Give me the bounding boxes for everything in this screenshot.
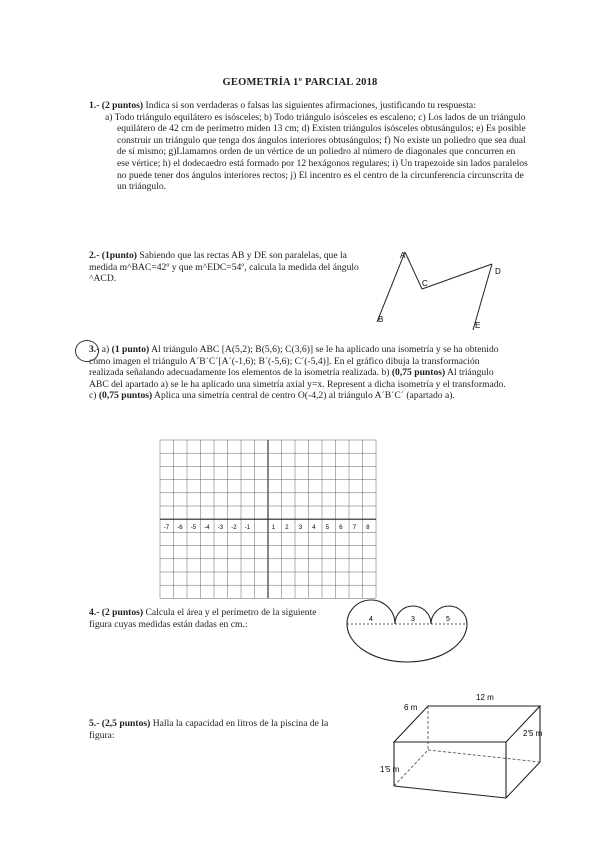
axis-tick-label: -3	[217, 525, 224, 532]
axis-tick-label: 8	[366, 525, 370, 532]
question-4-statement: Calcula el área y el perímetro de la siguiente figura cuyas medidas están dadas en cm.:	[89, 607, 317, 630]
x-axis-labels	[164, 525, 371, 531]
question-3-part-c-points: (0,75 puntos)	[98, 390, 153, 402]
label-a: A	[400, 251, 406, 260]
question-1-statement: Indica si son verdaderas o falsas las siguientes afirmaciones, justificando tu respuesta:	[143, 100, 476, 111]
axis-tick-label: -5	[190, 525, 197, 532]
question-3-part-b-points: (0,75 puntos)	[391, 367, 446, 379]
question-2	[89, 250, 374, 285]
dim-4: 4	[369, 616, 373, 623]
axis-tick-label: 5	[325, 525, 330, 532]
label-c: C	[422, 279, 428, 288]
exam-title: GEOMETRÍA 1º PARCIAL 2018	[222, 77, 378, 88]
segment-ac	[405, 252, 422, 289]
dim-deep: 2'5 m	[523, 729, 543, 738]
question-1-items: a) Todo triángulo equilátero es isósceles; b) Todo triángulo isósceles es escaleno; c) Los lados de un triángulo equilátero de 42 cm de perímetro miden 13 cm; d) Existen triángulos isósceles obtusángulos; e) Es posible construir un triángulo que tenga dos ángulos interiores obtusángulos; f) No existe un poliedro que sea dual de sí mismo; g)Llamamos orden de un vértice de un poliedro al número de diagonales que concurren en ese vértice; h) el dodecaedro está formado por 12 hexágonos regulares; i) Un trapezoide sin lados paralelos no puede tener dos ángulos interiores rectos; j) El incentro es el centro de la circunferencia circunscrita de un triángulo.	[105, 111, 528, 193]
question-1-header	[89, 100, 529, 112]
question-2-statement: Sabiendo que las rectas AB y DE son paralelas, que la medida m^BAC=42º y que m^EDC=54º, calcula la medida del ángulo ^ACD.	[89, 250, 359, 285]
parallel-lines-diagram	[360, 244, 520, 344]
question-2-points: 2.- (1punto)	[89, 250, 137, 261]
question-1	[89, 100, 529, 193]
question-4	[89, 607, 339, 630]
label-e: E	[475, 321, 481, 330]
axis-tick-label: -7	[163, 525, 170, 532]
question-3-part-c-text: Aplica una simetría central de centro O(-4,2) al triángulo A´B´C´ (apartado a).	[152, 390, 455, 402]
label-d: D	[495, 267, 501, 276]
axis-tick-label: 2	[285, 525, 289, 532]
axis-tick-label: -6	[177, 525, 183, 532]
pool-figure	[380, 690, 555, 810]
coordinate-grid	[158, 438, 380, 600]
label-b: B	[378, 315, 384, 324]
axis-tick-label: 4	[312, 525, 316, 532]
axis-tick-label: 3	[298, 525, 303, 532]
question-3-circle-mark	[75, 340, 99, 362]
question-3-number: 3.-	[89, 344, 100, 355]
dim-width: 6 m	[404, 703, 418, 712]
axis-tick-label: 1	[271, 525, 276, 532]
question-3-part-a-text: Al triángulo ABC [A(5,2); B(5,6); C(3,6)] se le ha aplicado una isometría y se ha obtenido como imagen el triángulo A´B´C´[A´(-1,6); B´(-5,6); C´(-5,4)]. En el gráfico dibuja la transformación realizada señalando adecuadamente los elementos de la isometría realizada. b)	[89, 344, 499, 379]
question-3-part-b-text: Al triángulo ABC del apartado a) se le ha aplicado una simetría axial y=x. Represent a dicha isometría y el transformado. c)	[89, 367, 506, 402]
question-5-points: 5.- (2,5 puntos)	[89, 718, 151, 729]
segment-cd	[422, 264, 492, 289]
question-5-statement: Halla la capacidad en litros de la piscina de la figura:	[89, 718, 329, 741]
question-3-part-a-label: a)	[99, 344, 112, 355]
question-1-points: 1.- (2 puntos)	[89, 100, 144, 111]
question-3-part-a-points: (1 punto)	[111, 344, 150, 355]
dim-5: 5	[446, 616, 450, 623]
axis-tick-label: 6	[339, 525, 343, 532]
question-5	[89, 718, 339, 741]
axis-tick-label: -2	[231, 525, 237, 532]
axis-tick-label: -4	[204, 525, 210, 532]
question-3	[89, 344, 514, 402]
semicircles-figure	[343, 588, 473, 668]
dim-shallow: 1'5 m	[380, 765, 400, 774]
dim-3: 3	[411, 616, 415, 623]
dim-length: 12 m	[476, 693, 494, 702]
line-ab	[377, 252, 405, 322]
axis-tick-label: 7	[352, 525, 357, 532]
grid-lines	[160, 440, 376, 598]
axis-tick-label: -1	[244, 525, 251, 532]
question-4-points: 4.- (2 puntos)	[89, 607, 144, 618]
